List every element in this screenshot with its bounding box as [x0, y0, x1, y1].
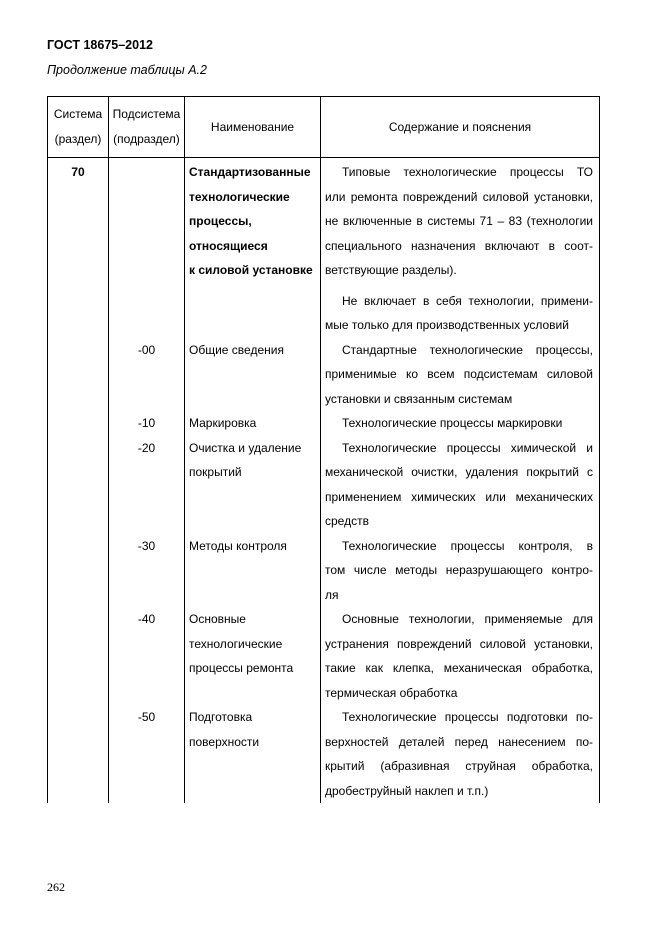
cell-subsystem: -00 [109, 338, 185, 412]
content-line: установки и связанным системам [325, 391, 513, 406]
content-line: средств [325, 514, 369, 528]
table-header-row [48, 97, 600, 158]
content-line: Технологические процессы химической и [342, 440, 593, 455]
content-line: крытий (абразивная струйная обработка, [325, 759, 593, 773]
table-row [48, 436, 600, 534]
cell-subsystem: -40 [109, 607, 185, 705]
table-row [48, 158, 600, 338]
name-line: покрытий [189, 465, 242, 479]
name-line: Маркировка [189, 416, 257, 430]
content-line: том числе методы неразрушающего контро- [325, 563, 593, 577]
cell-content [321, 411, 600, 436]
table-row [48, 705, 600, 803]
cell-system [48, 338, 109, 412]
name-line: поверхности [189, 734, 260, 749]
content-line: механической очистки, удаления покрытий с [325, 465, 593, 479]
content-line: Стандартные технологические процессы, [342, 342, 593, 357]
name-line: относящиеся [189, 238, 268, 253]
table-row [48, 607, 600, 705]
table-body [48, 158, 600, 804]
page-number: 262 [47, 880, 65, 894]
header-subsystem [109, 97, 185, 158]
content-line: не включенные в системы 71 – 83 (технологии [325, 214, 593, 228]
name-line: процессы, [189, 214, 252, 228]
content-line: ля [325, 587, 339, 602]
cell-name [185, 411, 321, 436]
name-line: Подготовка [189, 710, 253, 724]
content-line: термическая обработка [325, 685, 458, 700]
content-line: ветствующие разделы). [325, 263, 457, 277]
content-line: Технологические процессы подготовки по- [342, 710, 593, 724]
content-line: или ремонта повреждений силовой установки, [325, 189, 593, 204]
cell-name [185, 436, 321, 534]
cell-content [321, 607, 600, 705]
cell-content [321, 705, 600, 803]
classification-table [47, 96, 600, 803]
cell-content [321, 436, 600, 534]
content-line: Технологические процессы контроля, в [342, 538, 593, 553]
cell-name [185, 534, 321, 608]
document-code: ГОСТ 18675–2012 [47, 38, 153, 52]
header-system-line: (раздел) [54, 132, 102, 146]
content-line: дробеструйный наклеп и т.п.) [325, 783, 489, 798]
name-line: процессы ремонта [189, 661, 294, 675]
table-row [48, 411, 600, 436]
content-line: мые только для производственных условий [325, 318, 569, 332]
cell-subsystem [109, 158, 185, 338]
name-line: Общие сведения [189, 342, 284, 357]
content-line: применимые ко всем подсистемам силовой [325, 367, 593, 381]
table-continuation-caption: Продолжение таблицы А.2 [47, 63, 207, 77]
header-subsystem-line: (подраздел) [113, 132, 180, 146]
cell-system [48, 411, 109, 436]
header-system [48, 97, 109, 158]
cell-system [48, 534, 109, 608]
name-line: к силовой установке [189, 263, 313, 277]
header-name: Наименование [185, 97, 321, 158]
content-line: Технологические процессы маркировки [342, 416, 563, 430]
cell-content [321, 158, 600, 338]
content-line: такие как клепка, механическая обработка, [325, 661, 593, 675]
table-row [48, 534, 600, 608]
content-line: устранения повреждений силовой установки, [325, 636, 593, 651]
name-line: Стандартизованные [189, 165, 311, 179]
cell-system [48, 436, 109, 534]
name-line: Основные [189, 612, 246, 626]
cell-system [48, 607, 109, 705]
cell-subsystem: -30 [109, 534, 185, 608]
content-line: Типовые технологические процессы ТО [342, 165, 593, 179]
name-line: Методы контроля [189, 538, 287, 553]
name-line: технологические [189, 189, 290, 204]
header-system-line: Система [53, 107, 103, 121]
cell-subsystem: -50 [109, 705, 185, 803]
content-line: специального назначения включают в соот- [325, 238, 593, 253]
cell-content [321, 534, 600, 608]
cell-system [48, 705, 109, 803]
cell-name [185, 338, 321, 412]
content-line: Основные технологии, применяемые для [342, 612, 593, 626]
cell-content [321, 338, 600, 412]
name-line: технологические [189, 636, 283, 651]
content-line: применением химических или механических [325, 489, 593, 504]
cell-name [185, 607, 321, 705]
cell-subsystem: -10 [109, 411, 185, 436]
table-row [48, 338, 600, 412]
cell-system: 70 [48, 158, 109, 338]
content-line: Не включает в себя технологии, примени- [342, 293, 593, 308]
header-subsystem-line: Подсистема [112, 107, 181, 121]
header-content: Содержание и пояснения [321, 97, 600, 158]
name-line: Очистка и удаление [189, 440, 302, 455]
cell-subsystem: -20 [109, 436, 185, 534]
content-line: верхностей деталей перед нанесением по- [325, 734, 593, 749]
cell-name [185, 158, 321, 338]
cell-name [185, 705, 321, 803]
